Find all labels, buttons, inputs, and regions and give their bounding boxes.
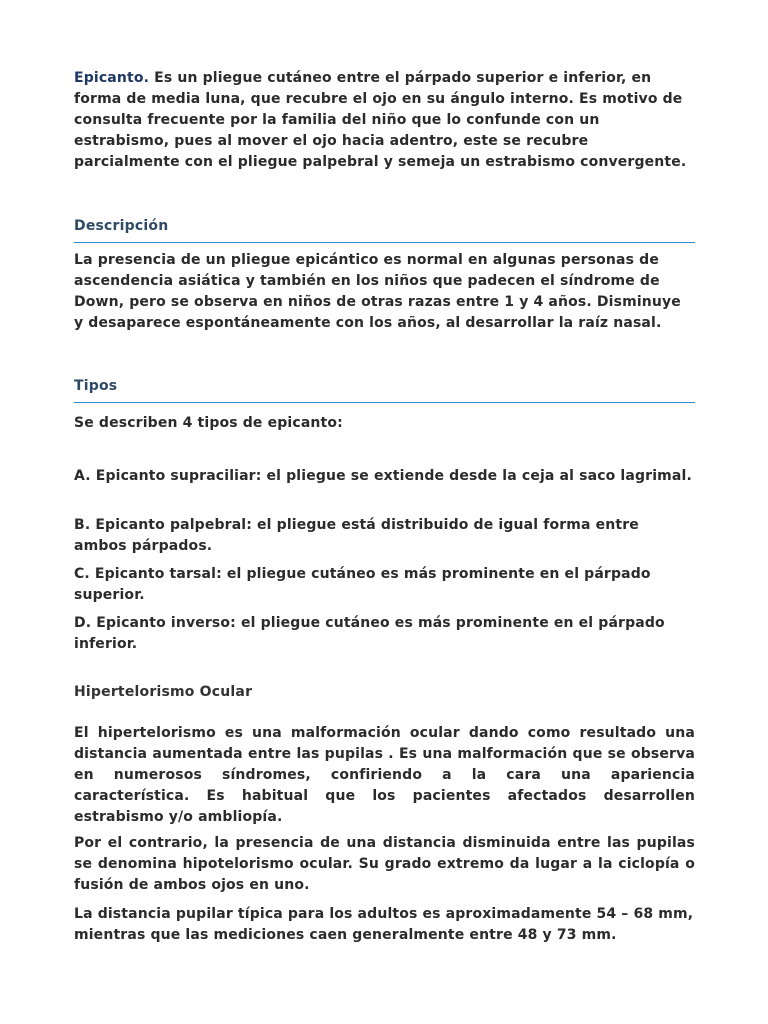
- tipos-item-b: B. Epicanto palpebral: el pliegue está distribuido de igual forma entre ambos párpados.: [74, 517, 639, 554]
- hipertelorismo-paragraph-3: La distancia pupilar típica para los adultos es aproximadamente 54 – 68 mm, mientras que las mediciones caen generalmente entre 48 y 73 mm.: [74, 906, 694, 943]
- section-heading-hipertelorismo: Hipertelorismo Ocular: [74, 684, 253, 700]
- hipertelorismo-paragraph-1: El hipertelorismo es una malformación ocular dando como resultado una distancia aumentada entre las pupilas . Es una malformación que se observa en numerosos síndromes, confiriendo a la cara una apariencia característica. Es habitual que los pacientes afectados desarrollen estrabismo y/o ambliopía.: [74, 725, 695, 825]
- tipos-item-a: A. Epicanto supraciliar: el pliegue se extiende desde la ceja al saco lagrimal.: [74, 468, 692, 484]
- intro-paragraph: [74, 68, 695, 173]
- intro-text: Es un pliegue cutáneo entre el párpado superior e inferior, en forma de media luna, que recubre el ojo en su ángulo interno. Es motivo de consulta frecuente por la familia del niño que lo confunde con un estrabismo, pues al mover el ojo hacia adentro, este se recubre parcialmente con el pliegue palpebral y semeja un estrabismo convergente.: [74, 70, 687, 170]
- descripcion-paragraph: La presencia de un pliegue epicántico es normal en algunas personas de ascendencia asiática y también en los niños que padecen el síndrome de Down, pero se observa en niños de otras razas entre 1 y 4 años. Disminuye y desaparece espontáneamente con los años, al desarrollar la raíz nasal.: [74, 252, 681, 331]
- tipos-item-c: C. Epicanto tarsal: el pliegue cutáneo es más prominente en el párpado superior.: [74, 566, 651, 603]
- tipos-intro: Se describen 4 tipos de epicanto:: [74, 415, 343, 431]
- intro-term: Epicanto.: [74, 70, 150, 86]
- hipertelorismo-paragraph-2: Por el contrario, la presencia de una distancia disminuida entre las pupilas se denomina hipotelorismo ocular. Su grado extremo da lugar a la ciclopía o fusión de ambos ojos en uno.: [74, 835, 695, 893]
- tipos-item-d: D. Epicanto inverso: el pliegue cutáneo es más prominente en el párpado inferior.: [74, 615, 665, 652]
- section-heading-descripcion: Descripción: [74, 217, 695, 243]
- section-heading-tipos: Tipos: [74, 377, 695, 403]
